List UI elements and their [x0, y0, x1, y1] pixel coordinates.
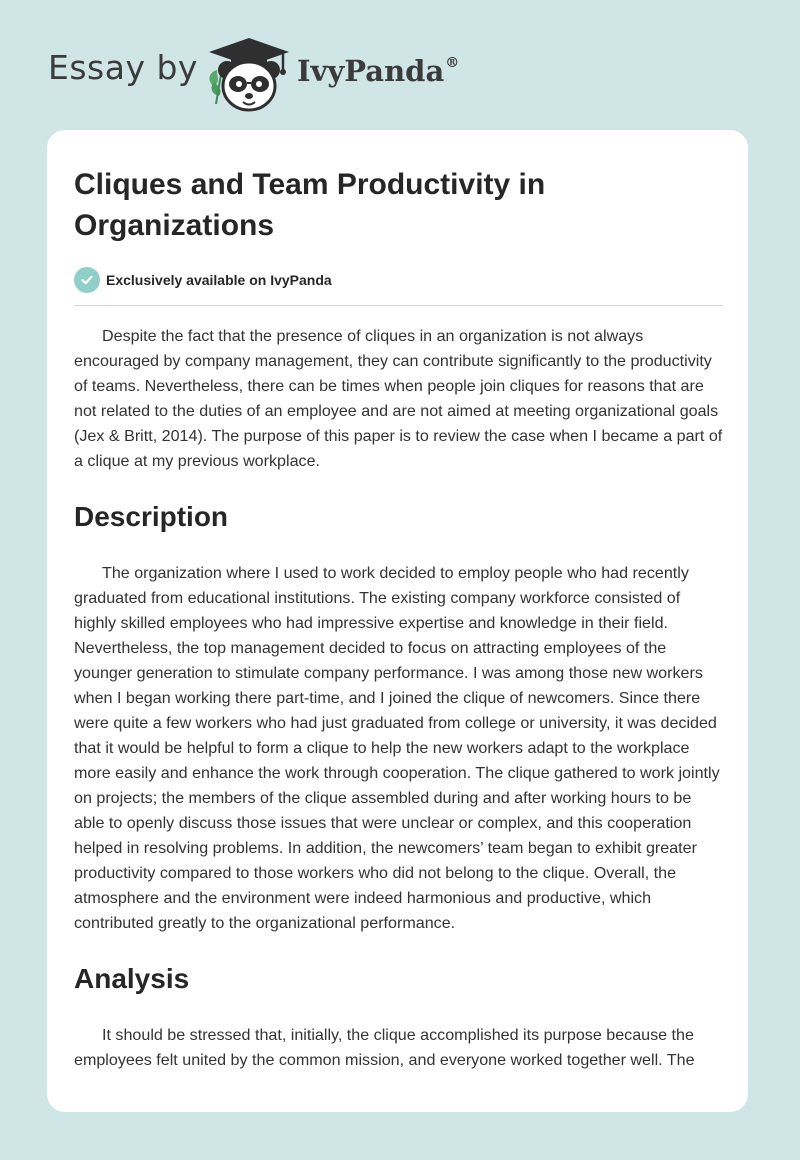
- article-content: [74, 164, 724, 1073]
- divider: [74, 305, 723, 306]
- panda-logo-icon[interactable]: [203, 34, 295, 114]
- checkmark-icon: [74, 267, 100, 293]
- brand-name-text: IvyPanda: [297, 54, 445, 88]
- essay-by-label: Essay by: [48, 48, 198, 87]
- exclusive-badge: [74, 266, 724, 294]
- section-heading-analysis: Analysis: [74, 963, 190, 994]
- section-heading-description: Description: [74, 501, 229, 532]
- brand-name[interactable]: [297, 54, 459, 88]
- exclusive-badge-label: Exclusively available on IvyPanda: [106, 272, 332, 288]
- analysis-paragraph: It should be stressed that, initially, the clique accomplished its purpose because the employees felt united by the common mission, and everyone worked together well. The: [74, 1026, 695, 1069]
- article-title: Cliques and Team Productivity in Organizations: [74, 168, 546, 242]
- registered-mark: ®: [445, 55, 460, 71]
- site-header: [48, 28, 548, 118]
- article-card: [47, 130, 748, 1112]
- intro-paragraph: Despite the fact that the presence of cliques in an organization is not always encouraged by company management, they can contribute significantly to the productivity of teams. Nevertheless, there can be times when people join cliques for reasons that are not related to the duties of an employee and are not aimed at meeting organizational goals (Jex & Britt, 2014). The purpose of this paper is to review the case when I became a part of a clique at my previous workplace.: [74, 327, 723, 470]
- description-paragraph: The organization where I used to work decided to employ people who had recently graduated from educational institutions. The existing company workforce consisted of highly skilled employees who had impressive expertise and knowledge in their field. Nevertheless, the top management decided to focus on attracting employees of the younger generation to stimulate company performance. I was among those new workers when I began working there part-time, and I joined the clique of newcomers. Since there were quite a few workers who had just graduated from college or university, it was decided that it would be helpful to form a clique to help the new workers adapt to the workplace more easily and enhance the work through cooperation. The clique gathered to work jointly on projects; the members of the clique assembled during and after working hours to be able to openly discuss those issues that were unclear or complex, and this cooperation helped in resolving problems. In addition, the newcomers’ team began to exhibit greater productivity compared to those workers who did not belong to the clique. Overall, the atmosphere and the environment were indeed harmonious and productive, which contributed greatly to the organizational performance.: [74, 564, 720, 932]
